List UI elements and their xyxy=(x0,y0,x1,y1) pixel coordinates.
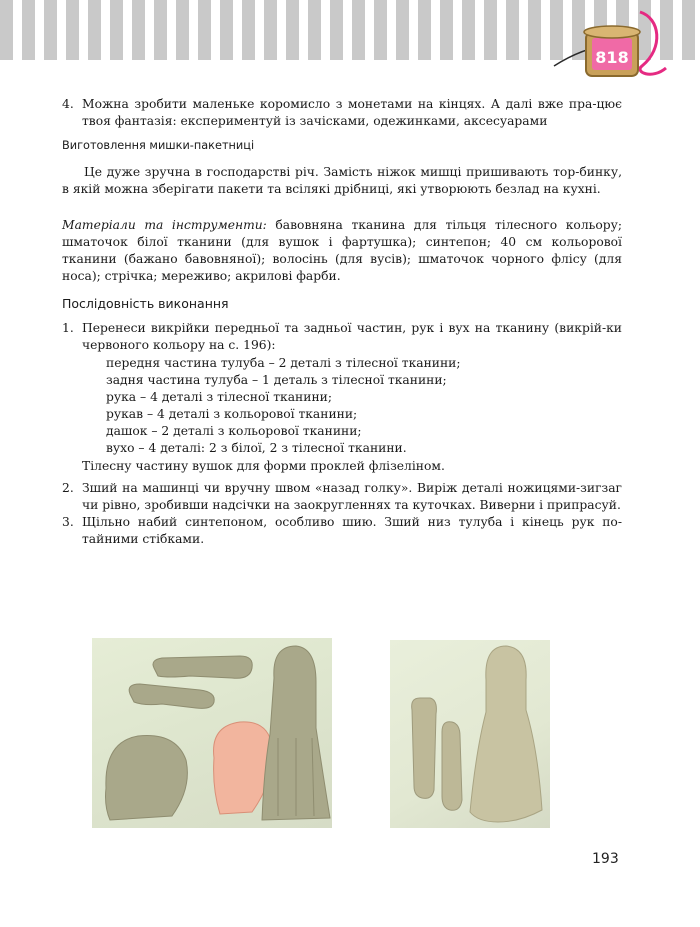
stuffed-parts-photo xyxy=(390,640,550,828)
page-number: 193 xyxy=(592,851,619,867)
parts-list xyxy=(62,355,622,457)
description-paragraph: Це дуже зручна в господарстві річ. Замість ніжок мишці пришивають тор-бинку, в якій можна зберігати пакети та всілякі дрібниці, які утворюють безлад на кухні. xyxy=(62,165,622,196)
step-note: Тілесну частину вушок для форми проклей флізеліном. xyxy=(82,459,445,473)
step-text: Щільно набий синтепоном, особливо шию. Зший низ тулуба і кінець рук по-тайними стібками. xyxy=(82,515,622,546)
step-number: 2. xyxy=(62,481,74,495)
materials-text: бавовняна тканина для тільця тілесного кольору; шматочок білої тканини (для вушок і фартушка); синтепон; 40 см кольорової тканини (бажано бавовняної); волосінь (для вусів); шматочок чорного флісу (для носа); стрічка; мереживо; акрилові фарби. xyxy=(62,218,622,283)
parts-list-item: вухо – 4 деталі: 2 з білої, 2 з тілесної тканини. xyxy=(106,441,407,455)
intro-item-text: Можна зробити маленьке коромисло з монетами на кінцях. А далі вже пра-цює твоя фантазія: експериментуй із зачісками, одежинками, аксесуарами xyxy=(82,97,622,128)
sequence-title: Послідовність виконання xyxy=(62,296,229,311)
spool-icon xyxy=(542,8,672,88)
step-text: Перенеси викрійки передньої та задньої частин, рук і вух на тканину (викрій-ки червоного кольору на с. 196): xyxy=(82,321,622,352)
step-item xyxy=(62,514,622,548)
badge-text: 818 xyxy=(595,48,629,67)
section-title: Виготовлення мишки-пакетниці xyxy=(62,139,255,152)
parts-list-item: задня частина тулуба – 1 деталь з тілесної тканини; xyxy=(106,373,447,387)
sewn-fabric-parts-photo xyxy=(92,638,332,828)
page-content xyxy=(62,96,622,548)
step-number: 1. xyxy=(62,321,74,335)
step-item xyxy=(62,320,622,354)
materials-paragraph xyxy=(62,217,622,285)
step-text: Зший на машинці чи вручну швом «назад голку». Виріж деталі ножицями-зигзаг чи рівно, зробивши надсічки на заокругленнях та куточках. Виверни і припрасуй. xyxy=(82,481,622,512)
parts-list-item: дашок – 2 деталі з кольорової тканини; xyxy=(106,424,362,438)
parts-list-item: передня частина тулуба – 2 деталі з тілесної тканини; xyxy=(106,356,461,370)
parts-list-item: рука – 4 деталі з тілесної тканини; xyxy=(106,390,332,404)
spool-thread-logo xyxy=(542,8,672,88)
intro-item xyxy=(62,96,622,130)
parts-list-item: рукав – 4 деталі з кольорової тканини; xyxy=(106,407,358,421)
step-item xyxy=(62,480,622,514)
materials-label: Матеріали та інструменти: xyxy=(62,218,267,232)
intro-item-number: 4. xyxy=(62,97,74,111)
step-number: 3. xyxy=(62,515,74,529)
